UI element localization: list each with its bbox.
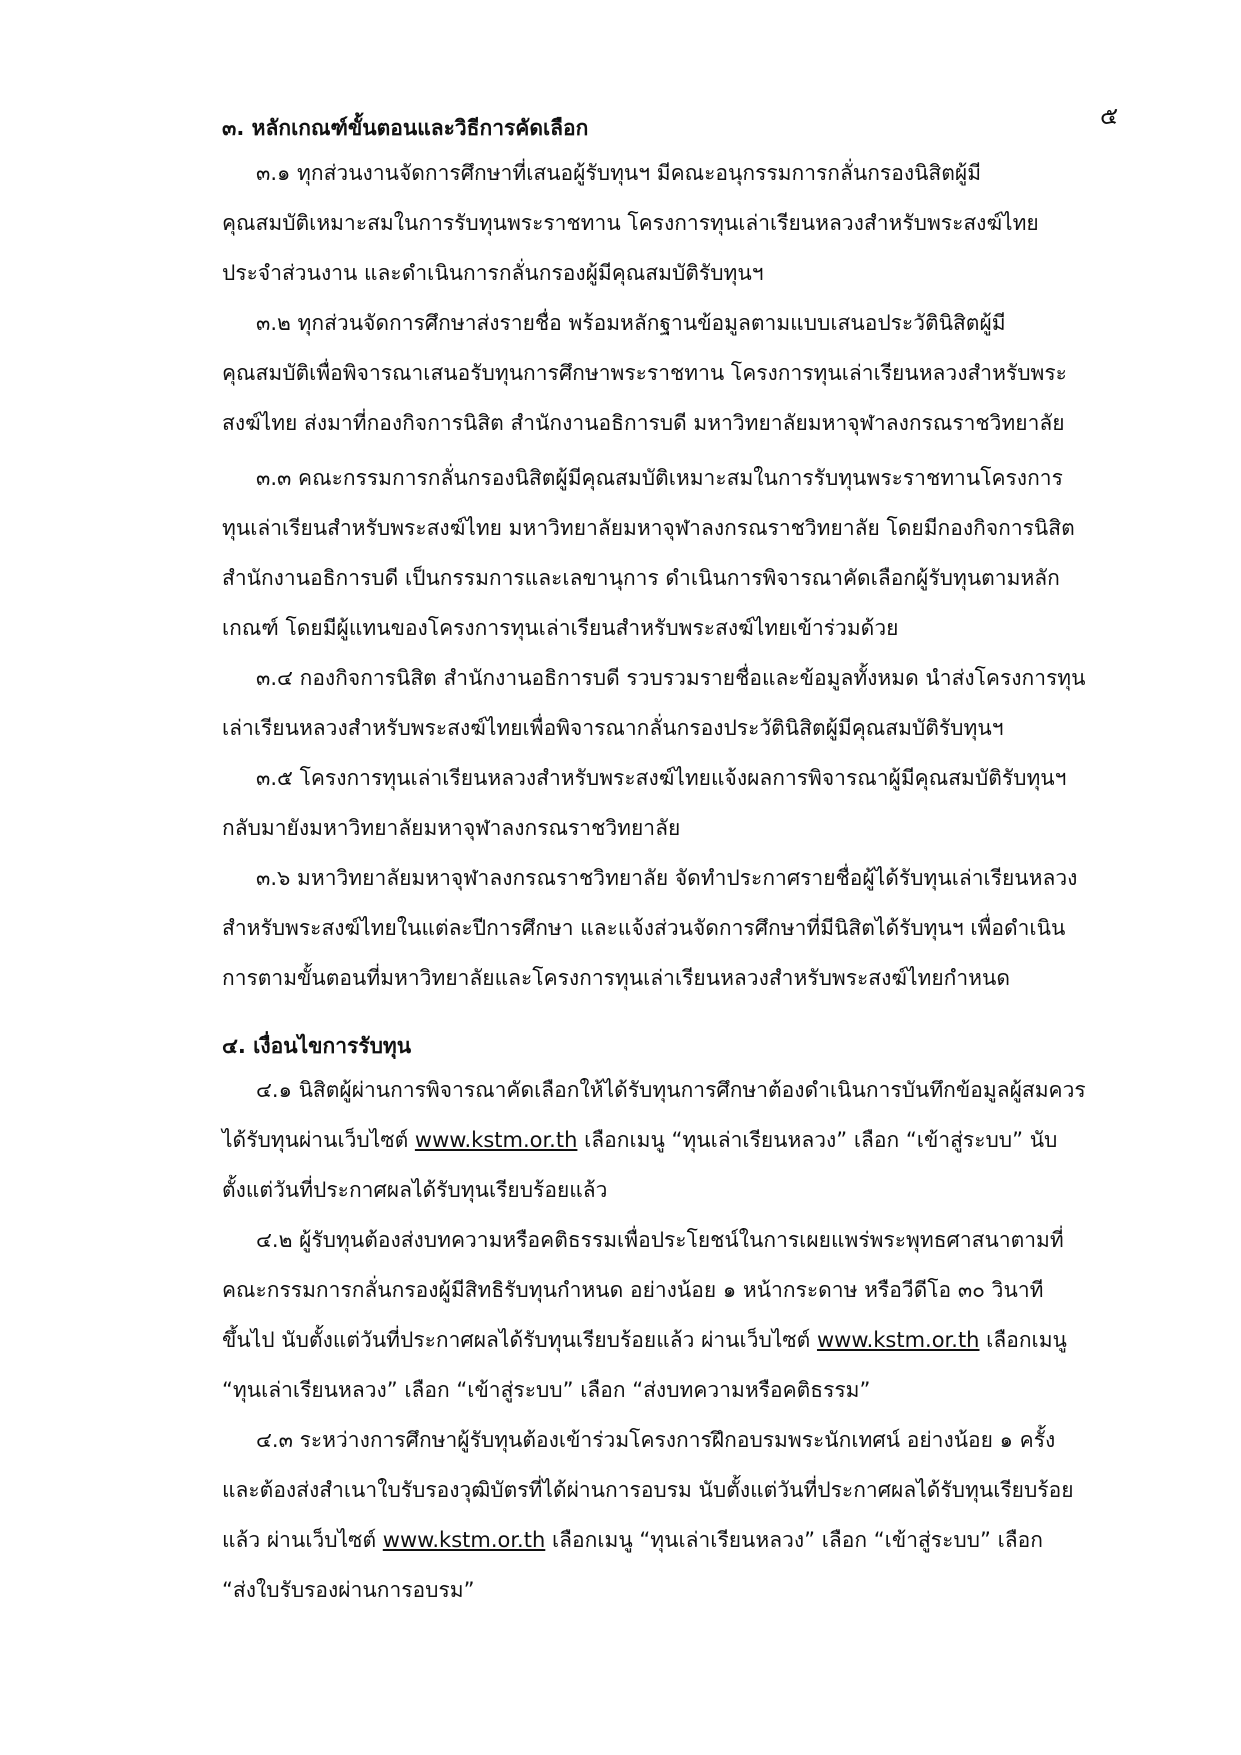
paragraph-4-3 (222, 1415, 1117, 1615)
line-text: ขึ้นไป นับตั้งแต่วันที่ประกาศผลได้รับทุนเรียบร้อยแล้ว ผ่านเว็บไซต์ (222, 1328, 817, 1352)
line-text: เลือกเมนู “ทุนเล่าเรียนหลวง” เลือก “เข้าสู่ระบบ” นับ (577, 1128, 1058, 1152)
paragraph-3-6 (222, 853, 1117, 1003)
paragraph-line: ๓.๓ คณะกรรมการกลั่นกรองนิสิตผู้มีคุณสมบัติเหมาะสมในการรับทุนพระราชทานโครงการ (256, 466, 1063, 490)
paragraph-line (222, 1315, 1117, 1365)
paragraph-line: และต้องส่งสำเนาใบรับรองวุฒิบัตรที่ได้ผ่านการอบรม นับตั้งแต่วันที่ประกาศผลได้รับทุนเรียบร้อย (222, 1478, 1074, 1502)
paragraph-line: “ทุนเล่าเรียนหลวง” เลือก “เข้าสู่ระบบ” เลือก “ส่งบทความหรือคติธรรม” (222, 1378, 871, 1402)
paragraph-line: ๓.๑ ทุกส่วนงานจัดการศึกษาที่เสนอผู้รับทุนฯ มีคณะอนุกรรมการกลั่นกรองนิสิตผู้มี (256, 161, 982, 185)
paragraph-line: คณะกรรมการกลั่นกรองผู้มีสิทธิรับทุนกำหนด อย่างน้อย ๑ หน้ากระดาษ หรือวีดีโอ ๓๐ วินาที (222, 1278, 1044, 1302)
website-link[interactable]: www.kstm.or.th (816, 1328, 980, 1352)
paragraph-line: ๓.๔ กองกิจการนิสิต สำนักงานอธิการบดี รวบรวมรายชื่อและข้อมูลทั้งหมด นำส่งโครงการทุน (256, 666, 1086, 690)
paragraph-line: สำนักงานอธิการบดี เป็นกรรมการและเลขานุการ ดำเนินการพิจารณาคัดเลือกผู้รับทุนตามหลัก (222, 566, 1060, 590)
paragraph-line: เล่าเรียนหลวงสำหรับพระสงฆ์ไทยเพื่อพิจารณากลั่นกรองประวัตินิสิตผู้มีคุณสมบัติรับทุนฯ (222, 716, 1004, 740)
paragraph-line (222, 1115, 1117, 1165)
line-text: แล้ว ผ่านเว็บไซต์ (222, 1528, 383, 1552)
paragraph-3-2 (222, 298, 1117, 448)
paragraph-line: ๔.๓ ระหว่างการศึกษาผู้รับทุนต้องเข้าร่วมโครงการฝึกอบรมพระนักเทศน์ อย่างน้อย ๑ ครั้ง (256, 1428, 1056, 1452)
website-link[interactable]: www.kstm.or.th (382, 1528, 546, 1552)
paragraph-line: คุณสมบัติเพื่อพิจารณาเสนอรับทุนการศึกษาพระราชทาน โครงการทุนเล่าเรียนหลวงสำหรับพระ (222, 361, 1067, 385)
paragraph-3-3 (222, 453, 1117, 653)
paragraph-line: ๔.๒ ผู้รับทุนต้องส่งบทความหรือคติธรรมเพื่อประโยชน์ในการเผยแพร่พระพุทธศาสนาตามที่ (256, 1228, 1064, 1252)
paragraph-line: “ส่งใบรับรองผ่านการอบรม” (222, 1578, 475, 1602)
paragraph-4-1 (222, 1065, 1117, 1215)
paragraph-3-4 (222, 653, 1117, 753)
paragraph-3-5 (222, 753, 1117, 853)
website-link[interactable]: www.kstm.or.th (414, 1128, 578, 1152)
paragraph-line: การตามขั้นตอนที่มหาวิทยาลัยและโครงการทุนเล่าเรียนหลวงสำหรับพระสงฆ์ไทยกำหนด (222, 966, 1011, 990)
paragraph-line: เกณฑ์ โดยมีผู้แทนของโครงการทุนเล่าเรียนสำหรับพระสงฆ์ไทยเข้าร่วมด้วย (222, 616, 899, 640)
paragraph-line (222, 1515, 1117, 1565)
paragraph-line: สงฆ์ไทย ส่งมาที่กองกิจการนิสิต สำนักงานอธิการบดี มหาวิทยาลัยมหาจุฬาลงกรณราชวิทยาลัย (222, 411, 1065, 435)
section-3-heading: ๓. หลักเกณฑ์ขั้นตอนและวิธีการคัดเลือก (222, 116, 589, 140)
paragraph-line: ทุนเล่าเรียนสำหรับพระสงฆ์ไทย มหาวิทยาลัยมหาจุฬาลงกรณราชวิทยาลัย โดยมีกองกิจการนิสิต (222, 516, 1075, 540)
paragraph-line: ประจำส่วนงาน และดำเนินการกลั่นกรองผู้มีคุณสมบัติรับทุนฯ (222, 261, 764, 285)
line-text: เลือกเมนู “ทุนเล่าเรียนหลวง” เลือก “เข้าสู่ระบบ” เลือก (545, 1528, 1043, 1552)
paragraph-4-2 (222, 1215, 1117, 1415)
paragraph-line: ๓.๖ มหาวิทยาลัยมหาจุฬาลงกรณราชวิทยาลัย จัดทำประกาศรายชื่อผู้ได้รับทุนเล่าเรียนหลวง (256, 866, 1078, 890)
paragraph-line: คุณสมบัติเหมาะสมในการรับทุนพระราชทาน โครงการทุนเล่าเรียนหลวงสำหรับพระสงฆ์ไทย (222, 211, 1039, 235)
section-4-heading: ๔. เงื่อนไขการรับทุน (222, 1034, 412, 1058)
page-number: ๕ (1100, 102, 1119, 130)
paragraph-3-1 (222, 148, 1117, 298)
line-text: เลือกเมนู (979, 1328, 1067, 1352)
paragraph-line: ๓.๕ โครงการทุนเล่าเรียนหลวงสำหรับพระสงฆ์ไทยแจ้งผลการพิจารณาผู้มีคุณสมบัติรับทุนฯ (256, 766, 1067, 790)
paragraph-line: กลับมายังมหาวิทยาลัยมหาจุฬาลงกรณราชวิทยาลัย (222, 816, 681, 840)
paragraph-line: ๓.๒ ทุกส่วนจัดการศึกษาส่งรายชื่อ พร้อมหลักฐานข้อมูลตามแบบเสนอประวัตินิสิตผู้มี (256, 311, 1006, 335)
paragraph-line: สำหรับพระสงฆ์ไทยในแต่ละปีการศึกษา และแจ้งส่วนจัดการศึกษาที่มีนิสิตได้รับทุนฯ เพื่อดำเนิน (222, 916, 1066, 940)
line-text: ได้รับทุนผ่านเว็บไซต์ (222, 1128, 415, 1152)
paragraph-line: ๔.๑ นิสิตผู้ผ่านการพิจารณาคัดเลือกให้ได้รับทุนการศึกษาต้องดำเนินการบันทึกข้อมูลผู้สมควร (256, 1078, 1086, 1102)
paragraph-line: ตั้งแต่วันที่ประกาศผลได้รับทุนเรียบร้อยแล้ว (222, 1178, 608, 1202)
